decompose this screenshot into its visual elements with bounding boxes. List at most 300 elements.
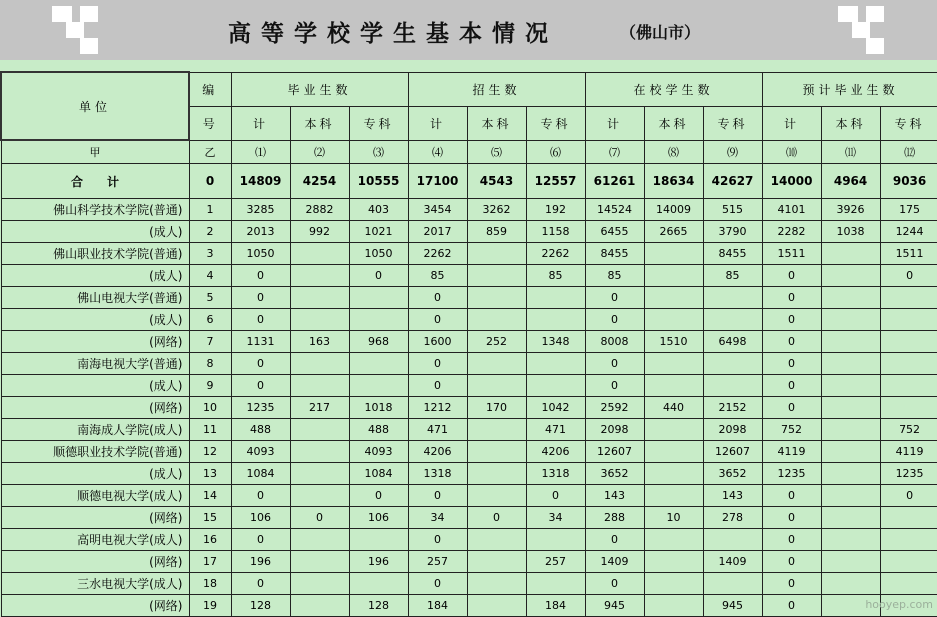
data-cell: 170 bbox=[467, 397, 526, 419]
data-cell: 2013 bbox=[231, 221, 290, 243]
data-cell: 1158 bbox=[526, 221, 585, 243]
data-cell: 0 bbox=[408, 375, 467, 397]
table-row bbox=[1, 551, 937, 573]
data-cell: 1021 bbox=[349, 221, 408, 243]
data-cell: 0 bbox=[231, 485, 290, 507]
data-cell: 0 bbox=[762, 507, 821, 529]
data-cell bbox=[467, 463, 526, 485]
data-cell: 34 bbox=[526, 507, 585, 529]
data-cell bbox=[349, 287, 408, 309]
data-cell: 945 bbox=[703, 595, 762, 617]
col-number: ⑻ bbox=[644, 140, 703, 164]
data-cell: 1212 bbox=[408, 397, 467, 419]
data-cell: 1018 bbox=[349, 397, 408, 419]
subcol-bachelor: 本科 bbox=[467, 106, 526, 140]
data-cell bbox=[703, 353, 762, 375]
row-code: 5 bbox=[189, 287, 231, 309]
row-code: 16 bbox=[189, 529, 231, 551]
data-cell: 0 bbox=[585, 353, 644, 375]
data-cell bbox=[467, 375, 526, 397]
data-cell bbox=[703, 375, 762, 397]
data-cell: 257 bbox=[526, 551, 585, 573]
data-cell: 968 bbox=[349, 331, 408, 353]
data-cell bbox=[467, 573, 526, 595]
data-cell: 85 bbox=[703, 265, 762, 287]
data-cell: 3454 bbox=[408, 199, 467, 221]
subcol-college: 专科 bbox=[703, 106, 762, 140]
data-cell bbox=[467, 485, 526, 507]
data-cell: 0 bbox=[880, 485, 937, 507]
col-number: ⑸ bbox=[467, 140, 526, 164]
data-cell bbox=[821, 419, 880, 441]
data-cell: 4119 bbox=[880, 441, 937, 463]
row-code: 17 bbox=[189, 551, 231, 573]
data-cell bbox=[526, 529, 585, 551]
data-cell bbox=[703, 529, 762, 551]
row-code: 8 bbox=[189, 353, 231, 375]
subcol-total: 计 bbox=[231, 106, 290, 140]
data-cell bbox=[290, 353, 349, 375]
col-number: ⑷ bbox=[408, 140, 467, 164]
data-cell: 257 bbox=[408, 551, 467, 573]
data-cell bbox=[821, 507, 880, 529]
data-cell bbox=[880, 331, 937, 353]
data-cell bbox=[821, 265, 880, 287]
row-code: 19 bbox=[189, 595, 231, 617]
data-cell: 0 bbox=[408, 529, 467, 551]
data-cell bbox=[467, 441, 526, 463]
row-code: 14 bbox=[189, 485, 231, 507]
data-cell: 1084 bbox=[231, 463, 290, 485]
row-unit-name: 高明电视大学(成人) bbox=[1, 529, 189, 551]
data-cell: 184 bbox=[526, 595, 585, 617]
row-unit-name: (成人) bbox=[1, 309, 189, 331]
table-row bbox=[1, 573, 937, 595]
data-cell: 0 bbox=[762, 375, 821, 397]
data-cell: 4093 bbox=[349, 441, 408, 463]
row-unit-name: (成人) bbox=[1, 221, 189, 243]
table-row bbox=[1, 507, 937, 529]
row-unit-name: (网络) bbox=[1, 551, 189, 573]
data-cell: 6498 bbox=[703, 331, 762, 353]
data-cell bbox=[880, 507, 937, 529]
data-cell: 143 bbox=[703, 485, 762, 507]
data-cell: 0 bbox=[231, 529, 290, 551]
data-cell: 128 bbox=[231, 595, 290, 617]
data-cell: 2592 bbox=[585, 397, 644, 419]
row-unit-name: (网络) bbox=[1, 507, 189, 529]
data-cell: 8455 bbox=[703, 243, 762, 265]
data-cell: 0 bbox=[880, 265, 937, 287]
data-cell bbox=[821, 551, 880, 573]
data-cell: 1244 bbox=[880, 221, 937, 243]
data-cell: 106 bbox=[349, 507, 408, 529]
data-cell: 0 bbox=[762, 353, 821, 375]
data-cell bbox=[644, 287, 703, 309]
code-header-bottom: 号 bbox=[189, 106, 231, 140]
data-cell bbox=[880, 309, 937, 331]
data-cell bbox=[880, 573, 937, 595]
data-cell: 12607 bbox=[585, 441, 644, 463]
subcol-bachelor: 本科 bbox=[821, 106, 880, 140]
data-cell: 143 bbox=[585, 485, 644, 507]
data-cell bbox=[349, 573, 408, 595]
table-row bbox=[1, 221, 937, 243]
data-cell: 1348 bbox=[526, 331, 585, 353]
data-cell: 859 bbox=[467, 221, 526, 243]
row-code: 12 bbox=[189, 441, 231, 463]
data-cell bbox=[644, 265, 703, 287]
data-cell: 4119 bbox=[762, 441, 821, 463]
table-row bbox=[1, 331, 937, 353]
data-cell: 0 bbox=[408, 573, 467, 595]
data-cell: 192 bbox=[526, 199, 585, 221]
data-cell bbox=[880, 397, 937, 419]
data-cell: 0 bbox=[290, 507, 349, 529]
subcol-total: 计 bbox=[762, 106, 821, 140]
data-cell bbox=[644, 353, 703, 375]
row-unit-name: 佛山电视大学(普通) bbox=[1, 287, 189, 309]
data-cell: 4093 bbox=[231, 441, 290, 463]
data-cell bbox=[526, 375, 585, 397]
data-cell: 0 bbox=[762, 397, 821, 419]
data-cell: 1042 bbox=[526, 397, 585, 419]
data-cell: 106 bbox=[231, 507, 290, 529]
data-cell: 14009 bbox=[644, 199, 703, 221]
data-cell bbox=[467, 287, 526, 309]
row-code: 11 bbox=[189, 419, 231, 441]
data-cell bbox=[290, 375, 349, 397]
data-cell: 6455 bbox=[585, 221, 644, 243]
data-cell: 1038 bbox=[821, 221, 880, 243]
data-cell: 0 bbox=[349, 265, 408, 287]
data-cell: 1318 bbox=[408, 463, 467, 485]
data-cell: 4101 bbox=[762, 199, 821, 221]
data-cell: 2152 bbox=[703, 397, 762, 419]
data-cell bbox=[644, 595, 703, 617]
data-cell bbox=[703, 287, 762, 309]
data-cell: 1131 bbox=[231, 331, 290, 353]
subcol-college: 专科 bbox=[526, 106, 585, 140]
total-cell: 10555 bbox=[349, 164, 408, 199]
data-cell bbox=[349, 375, 408, 397]
data-cell bbox=[467, 309, 526, 331]
row-unit-name: (网络) bbox=[1, 595, 189, 617]
data-cell: 8008 bbox=[585, 331, 644, 353]
row-unit-name: (成人) bbox=[1, 265, 189, 287]
data-cell: 0 bbox=[231, 309, 290, 331]
data-cell: 471 bbox=[408, 419, 467, 441]
data-cell: 488 bbox=[231, 419, 290, 441]
data-cell: 3285 bbox=[231, 199, 290, 221]
data-cell bbox=[644, 463, 703, 485]
row-unit-name: 三水电视大学(成人) bbox=[1, 573, 189, 595]
row-a-label: 甲 bbox=[1, 140, 189, 164]
data-cell: 488 bbox=[349, 419, 408, 441]
data-cell: 0 bbox=[762, 309, 821, 331]
table-row bbox=[1, 485, 937, 507]
data-cell: 0 bbox=[762, 573, 821, 595]
data-cell bbox=[467, 265, 526, 287]
data-cell bbox=[880, 551, 937, 573]
subcol-bachelor: 本科 bbox=[644, 106, 703, 140]
data-cell: 0 bbox=[762, 331, 821, 353]
row-code: 6 bbox=[189, 309, 231, 331]
watermark: hooyep.com bbox=[865, 598, 933, 611]
data-cell bbox=[880, 375, 937, 397]
data-cell: 0 bbox=[467, 507, 526, 529]
data-cell bbox=[644, 419, 703, 441]
total-cell: 14809 bbox=[231, 164, 290, 199]
subcol-college: 专科 bbox=[349, 106, 408, 140]
row-code: 13 bbox=[189, 463, 231, 485]
col-number: ⑿ bbox=[880, 140, 937, 164]
total-cell: 4964 bbox=[821, 164, 880, 199]
data-cell: 403 bbox=[349, 199, 408, 221]
data-cell bbox=[290, 243, 349, 265]
data-cell bbox=[349, 353, 408, 375]
data-cell bbox=[644, 243, 703, 265]
row-a-code: 乙 bbox=[189, 140, 231, 164]
col-number: ⑶ bbox=[349, 140, 408, 164]
data-cell bbox=[290, 287, 349, 309]
data-cell bbox=[821, 353, 880, 375]
row-unit-name: (网络) bbox=[1, 331, 189, 353]
row-code: 2 bbox=[189, 221, 231, 243]
student-stats-table bbox=[0, 71, 937, 617]
data-cell bbox=[821, 309, 880, 331]
data-cell: 12607 bbox=[703, 441, 762, 463]
data-cell: 515 bbox=[703, 199, 762, 221]
data-cell: 1318 bbox=[526, 463, 585, 485]
data-cell bbox=[821, 375, 880, 397]
data-cell bbox=[467, 419, 526, 441]
table-row bbox=[1, 375, 937, 397]
data-cell: 0 bbox=[408, 353, 467, 375]
data-cell bbox=[821, 441, 880, 463]
table-row bbox=[1, 419, 937, 441]
data-cell bbox=[467, 551, 526, 573]
row-code: 10 bbox=[189, 397, 231, 419]
row-code: 9 bbox=[189, 375, 231, 397]
total-row-code: 0 bbox=[189, 164, 231, 199]
data-cell: 1409 bbox=[585, 551, 644, 573]
data-cell: 2262 bbox=[408, 243, 467, 265]
col-number: ⑽ bbox=[762, 140, 821, 164]
col-number: ⑾ bbox=[821, 140, 880, 164]
data-cell bbox=[290, 463, 349, 485]
data-cell: 3262 bbox=[467, 199, 526, 221]
data-cell: 163 bbox=[290, 331, 349, 353]
data-cell: 471 bbox=[526, 419, 585, 441]
data-cell: 1510 bbox=[644, 331, 703, 353]
data-cell bbox=[821, 573, 880, 595]
data-cell: 0 bbox=[762, 265, 821, 287]
data-cell: 3652 bbox=[703, 463, 762, 485]
row-unit-name: (网络) bbox=[1, 397, 189, 419]
data-cell bbox=[821, 243, 880, 265]
data-cell bbox=[644, 485, 703, 507]
data-cell bbox=[644, 375, 703, 397]
data-cell bbox=[880, 353, 937, 375]
total-cell: 12557 bbox=[526, 164, 585, 199]
data-cell: 1084 bbox=[349, 463, 408, 485]
data-cell: 1600 bbox=[408, 331, 467, 353]
data-cell bbox=[526, 353, 585, 375]
total-cell: 61261 bbox=[585, 164, 644, 199]
data-cell bbox=[467, 353, 526, 375]
data-cell: 0 bbox=[231, 353, 290, 375]
row-code: 3 bbox=[189, 243, 231, 265]
data-cell: 0 bbox=[585, 573, 644, 595]
band-divider bbox=[0, 60, 937, 71]
data-cell: 752 bbox=[880, 419, 937, 441]
data-cell bbox=[290, 265, 349, 287]
data-cell: 2282 bbox=[762, 221, 821, 243]
total-cell: 4543 bbox=[467, 164, 526, 199]
table-row bbox=[1, 441, 937, 463]
data-cell: 252 bbox=[467, 331, 526, 353]
data-cell: 184 bbox=[408, 595, 467, 617]
data-cell: 3652 bbox=[585, 463, 644, 485]
data-cell: 2665 bbox=[644, 221, 703, 243]
data-cell bbox=[821, 463, 880, 485]
data-cell: 0 bbox=[762, 529, 821, 551]
row-code: 4 bbox=[189, 265, 231, 287]
subcol-college: 专科 bbox=[880, 106, 937, 140]
data-cell: 2098 bbox=[585, 419, 644, 441]
table-row bbox=[1, 463, 937, 485]
data-cell bbox=[821, 331, 880, 353]
col-number: ⑺ bbox=[585, 140, 644, 164]
data-cell: 1050 bbox=[231, 243, 290, 265]
data-cell: 85 bbox=[585, 265, 644, 287]
data-cell: 752 bbox=[762, 419, 821, 441]
table-row bbox=[1, 353, 937, 375]
row-unit-name: 南海成人学院(成人) bbox=[1, 419, 189, 441]
table-row bbox=[1, 265, 937, 287]
data-cell: 196 bbox=[349, 551, 408, 573]
data-cell bbox=[290, 551, 349, 573]
row-unit-name: 顺德职业技术学院(普通) bbox=[1, 441, 189, 463]
row-unit-name: 佛山科学技术学院(普通) bbox=[1, 199, 189, 221]
data-cell: 0 bbox=[526, 485, 585, 507]
data-cell: 14524 bbox=[585, 199, 644, 221]
data-cell bbox=[467, 595, 526, 617]
data-cell bbox=[467, 243, 526, 265]
data-cell bbox=[290, 419, 349, 441]
total-cell: 18634 bbox=[644, 164, 703, 199]
data-cell: 8455 bbox=[585, 243, 644, 265]
data-cell: 0 bbox=[408, 309, 467, 331]
data-cell bbox=[290, 573, 349, 595]
table-row bbox=[1, 287, 937, 309]
data-cell: 0 bbox=[762, 551, 821, 573]
data-cell: 0 bbox=[231, 265, 290, 287]
code-header-top: 编 bbox=[189, 72, 231, 106]
row-unit-name: (成人) bbox=[1, 463, 189, 485]
data-cell: 34 bbox=[408, 507, 467, 529]
unit-header[interactable]: 单位 bbox=[1, 72, 189, 140]
data-cell: 128 bbox=[349, 595, 408, 617]
page-subtitle: （佛山市） bbox=[620, 23, 701, 42]
data-cell bbox=[644, 441, 703, 463]
right-checker-logo bbox=[838, 6, 884, 54]
data-cell: 278 bbox=[703, 507, 762, 529]
data-cell: 196 bbox=[231, 551, 290, 573]
data-cell: 992 bbox=[290, 221, 349, 243]
data-cell: 175 bbox=[880, 199, 937, 221]
data-cell bbox=[290, 441, 349, 463]
data-cell: 0 bbox=[231, 573, 290, 595]
data-cell bbox=[349, 529, 408, 551]
data-cell: 0 bbox=[231, 375, 290, 397]
group-header-enrolled: 在校学生数 bbox=[585, 72, 762, 106]
data-cell: 0 bbox=[408, 287, 467, 309]
data-cell bbox=[290, 485, 349, 507]
data-cell: 0 bbox=[585, 375, 644, 397]
data-cell bbox=[821, 397, 880, 419]
data-cell bbox=[526, 287, 585, 309]
data-cell bbox=[880, 287, 937, 309]
left-checker-logo bbox=[52, 6, 98, 54]
data-cell bbox=[644, 309, 703, 331]
data-cell: 0 bbox=[231, 287, 290, 309]
table-row bbox=[1, 243, 937, 265]
data-cell bbox=[821, 529, 880, 551]
data-cell: 1511 bbox=[880, 243, 937, 265]
total-cell: 9036 bbox=[880, 164, 937, 199]
data-cell bbox=[821, 287, 880, 309]
table-row bbox=[1, 309, 937, 331]
data-cell: 1409 bbox=[703, 551, 762, 573]
data-cell: 0 bbox=[585, 309, 644, 331]
total-cell: 42627 bbox=[703, 164, 762, 199]
data-cell: 85 bbox=[526, 265, 585, 287]
data-cell: 1511 bbox=[762, 243, 821, 265]
total-row-label: 合 计 bbox=[1, 164, 189, 199]
data-cell bbox=[467, 529, 526, 551]
data-cell: 2262 bbox=[526, 243, 585, 265]
row-code: 15 bbox=[189, 507, 231, 529]
row-code: 1 bbox=[189, 199, 231, 221]
data-cell: 1235 bbox=[231, 397, 290, 419]
data-cell bbox=[644, 573, 703, 595]
data-cell: 2882 bbox=[290, 199, 349, 221]
row-unit-name: 南海电视大学(普通) bbox=[1, 353, 189, 375]
data-cell bbox=[349, 309, 408, 331]
data-cell: 0 bbox=[408, 485, 467, 507]
row-code: 18 bbox=[189, 573, 231, 595]
data-cell: 3926 bbox=[821, 199, 880, 221]
table-row bbox=[1, 595, 937, 617]
data-cell bbox=[644, 529, 703, 551]
data-cell: 0 bbox=[349, 485, 408, 507]
group-header-expected: 预计毕业生数 bbox=[762, 72, 937, 106]
data-cell: 288 bbox=[585, 507, 644, 529]
data-cell bbox=[644, 551, 703, 573]
subcol-total: 计 bbox=[585, 106, 644, 140]
data-cell bbox=[821, 485, 880, 507]
row-code: 7 bbox=[189, 331, 231, 353]
data-cell: 0 bbox=[585, 287, 644, 309]
table-row bbox=[1, 397, 937, 419]
table-row bbox=[1, 199, 937, 221]
data-cell bbox=[290, 309, 349, 331]
data-cell: 440 bbox=[644, 397, 703, 419]
row-unit-name: 佛山职业技术学院(普通) bbox=[1, 243, 189, 265]
data-cell: 1235 bbox=[880, 463, 937, 485]
